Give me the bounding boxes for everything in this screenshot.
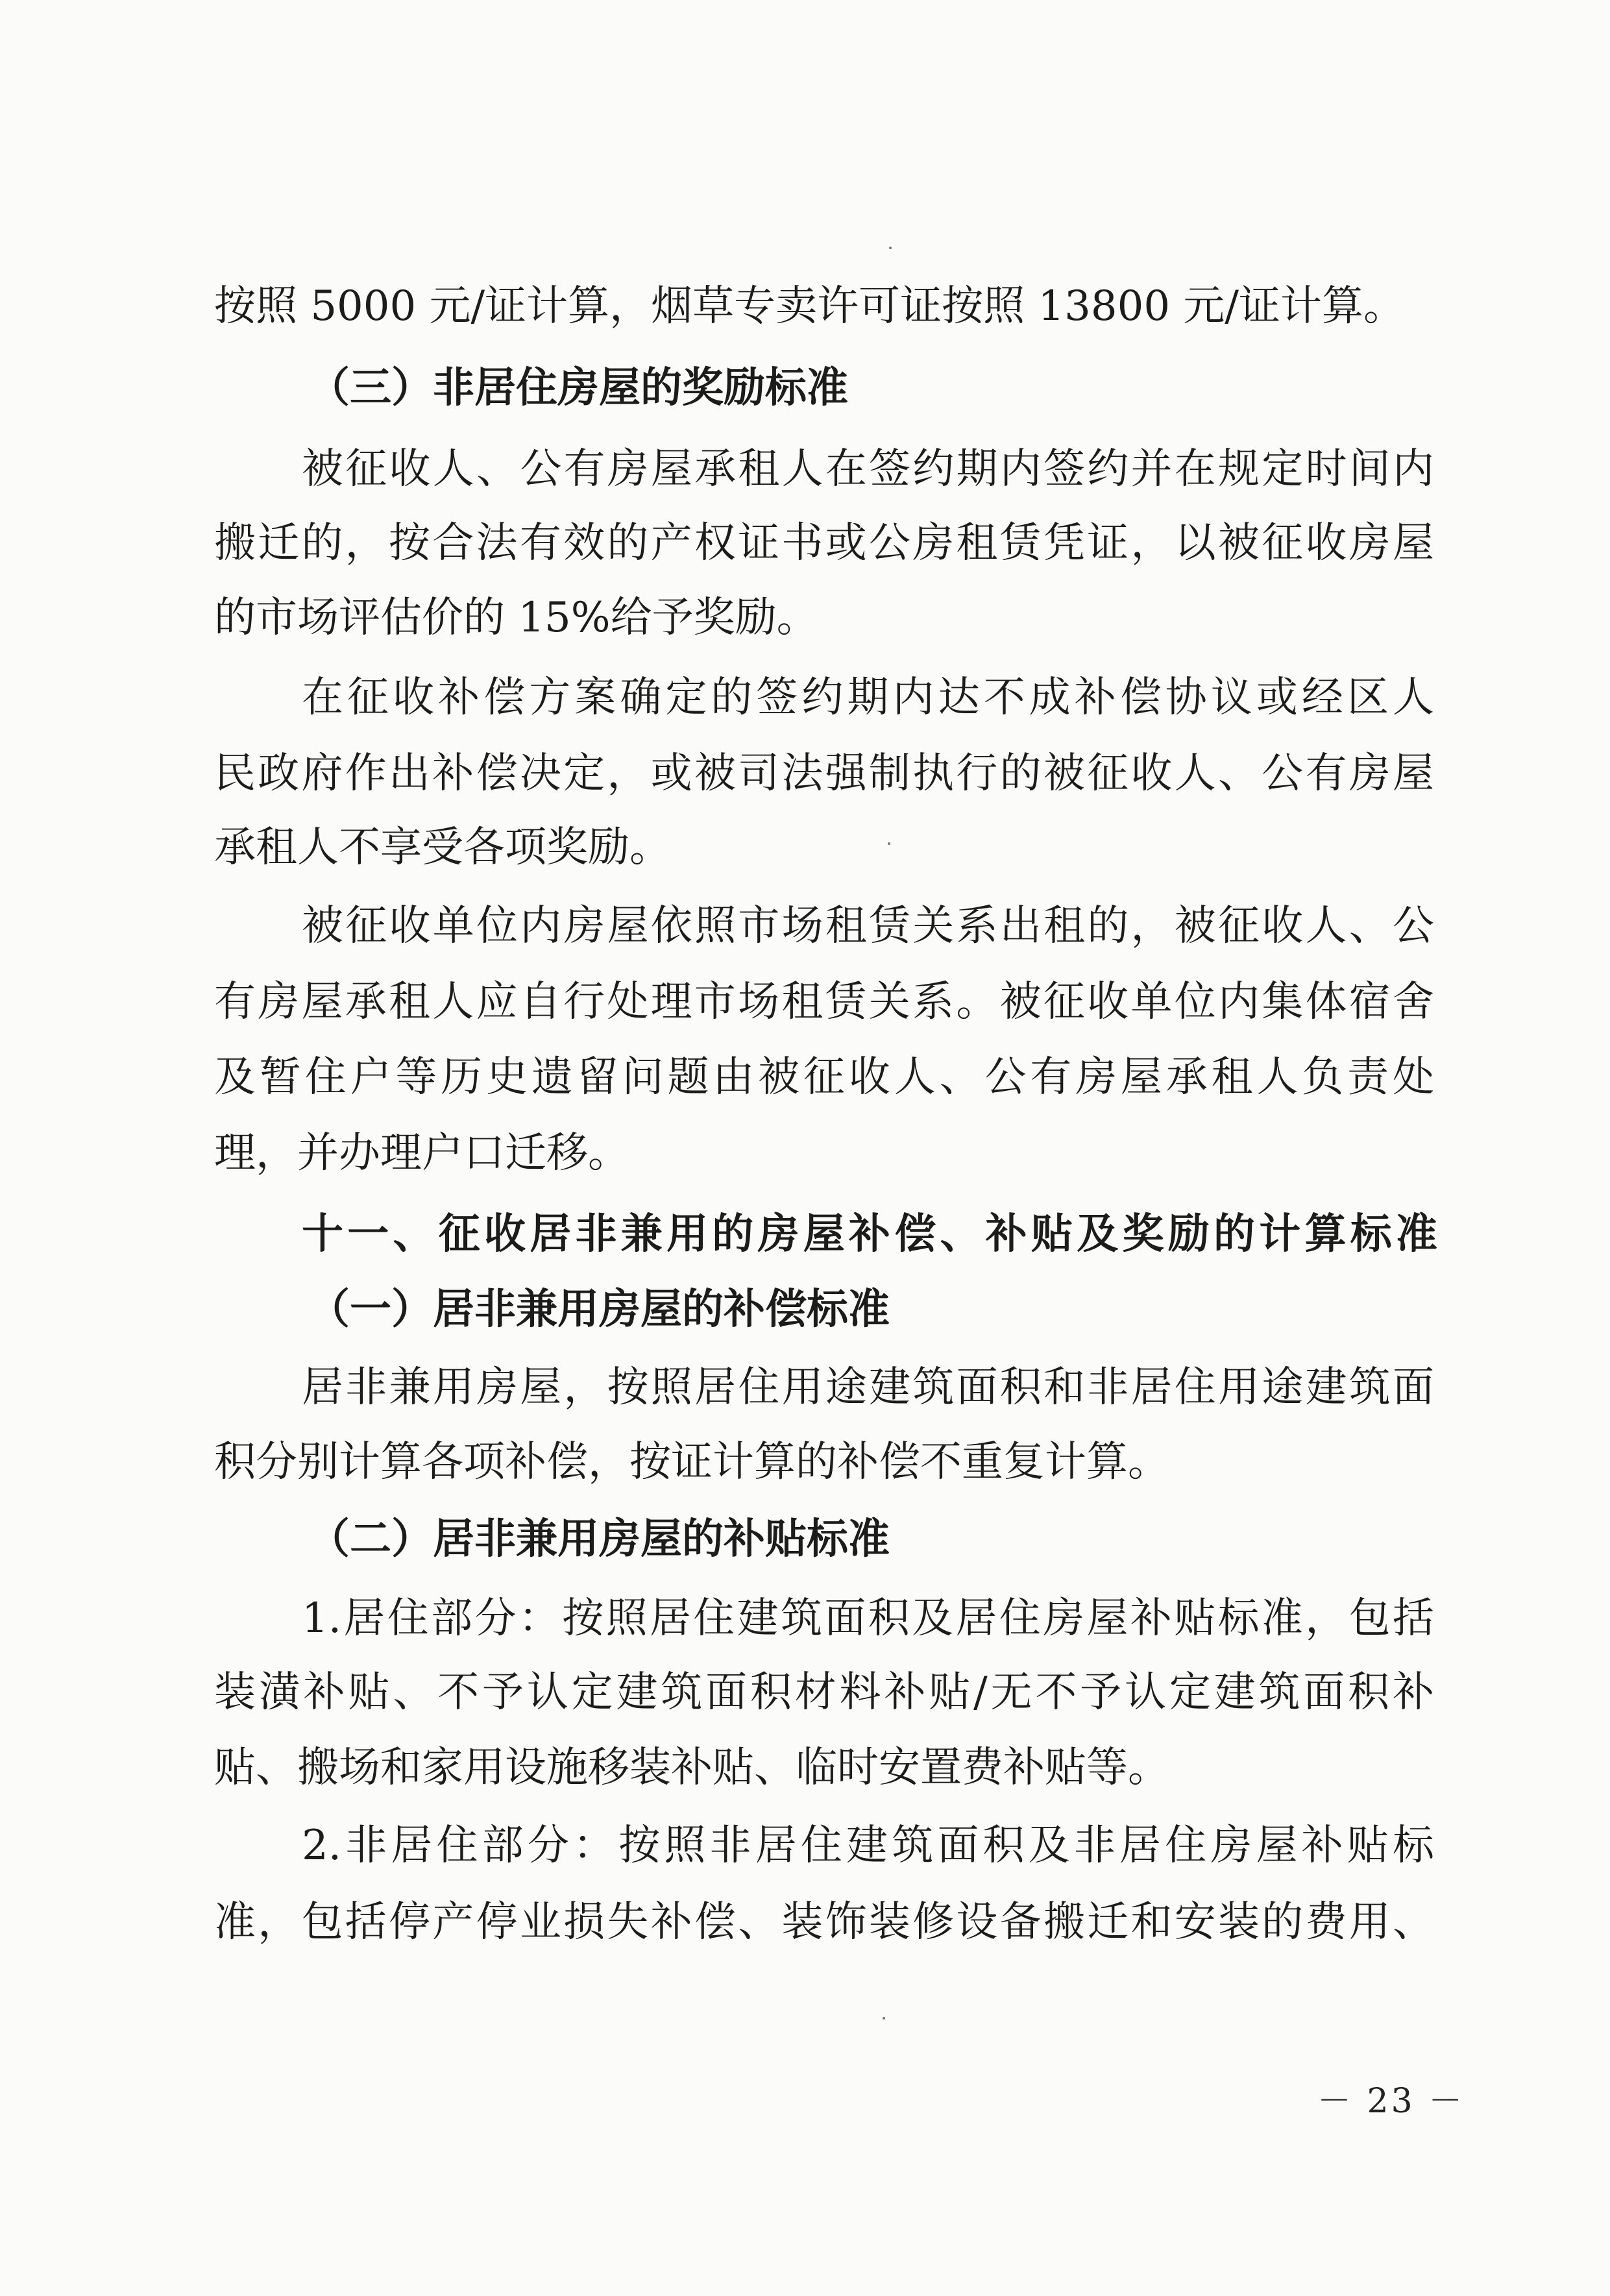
text-line: 被征收人、公有房屋承租人在签约期内签约并在规定时间内: [302, 445, 1434, 493]
text-line: 的市场评估价的 15%给予奖励。: [214, 594, 818, 642]
text-line: 民政府作出补偿决定，或被司法强制执行的被征收人、公有房屋: [214, 750, 1434, 798]
text-line: 积分别计算各项补偿，按证计算的补偿不重复计算。: [214, 1438, 1169, 1486]
text-line: 有房屋承租人应自行处理市场租赁关系。被征收单位内集体宿舍: [214, 978, 1434, 1026]
section-heading-compensation-standard: （一）居非兼用房屋的补偿标准: [308, 1286, 890, 1334]
text-line: 搬迁的，按合法有效的产权证书或公房租赁凭证，以被征收房屋: [214, 519, 1434, 567]
text-line: 承租人不享受各项奖励。: [214, 824, 671, 872]
text-line: 按照 5000 元/证计算，烟草专卖许可证按照 13800 元/证计算。: [214, 282, 1405, 330]
text-line: 贴、搬场和家用设施移装补贴、临时安置费补贴等。: [214, 1744, 1169, 1792]
text-line: 2.非居住部分：按照非居住建筑面积及非居住房屋补贴标: [302, 1822, 1434, 1870]
text-line: 1.居住部分：按照居住建筑面积及居住房屋补贴标准，包括: [302, 1594, 1434, 1643]
scan-speck: [883, 2017, 885, 2020]
text-line: 在征收补偿方案确定的签约期内达不成补偿协议或经区人: [302, 674, 1434, 722]
text-line: 装潢补贴、不予认定建筑面积材料补贴/无不予认定建筑面积补: [214, 1668, 1434, 1716]
text-line: 理，并办理户口迁移。: [214, 1129, 629, 1177]
section-heading-subsidy-standard: （二）居非兼用房屋的补贴标准: [308, 1515, 890, 1563]
section-heading-eleven: 十一、征收居非兼用的房屋补偿、补贴及奖励的计算标准: [302, 1210, 1437, 1258]
text-line: 被征收单位内房屋依照市场租赁关系出租的，被征收人、公: [302, 902, 1434, 950]
scan-speck: [889, 247, 892, 249]
text-line: 及暂住户等历史遗留问题由被征收人、公有房屋承租人负责处: [214, 1053, 1434, 1101]
section-heading-nonresidential-reward: （三）非居住房屋的奖励标准: [308, 364, 848, 412]
text-line: 准，包括停产停业损失补偿、装饰装修设备搬迁和安装的费用、: [214, 1898, 1434, 1946]
text-line: 居非兼用房屋，按照居住用途建筑面积和非居住用途建筑面: [302, 1363, 1434, 1411]
page-number: － 23 －: [1317, 2082, 1465, 2121]
scan-speck: [888, 842, 890, 845]
